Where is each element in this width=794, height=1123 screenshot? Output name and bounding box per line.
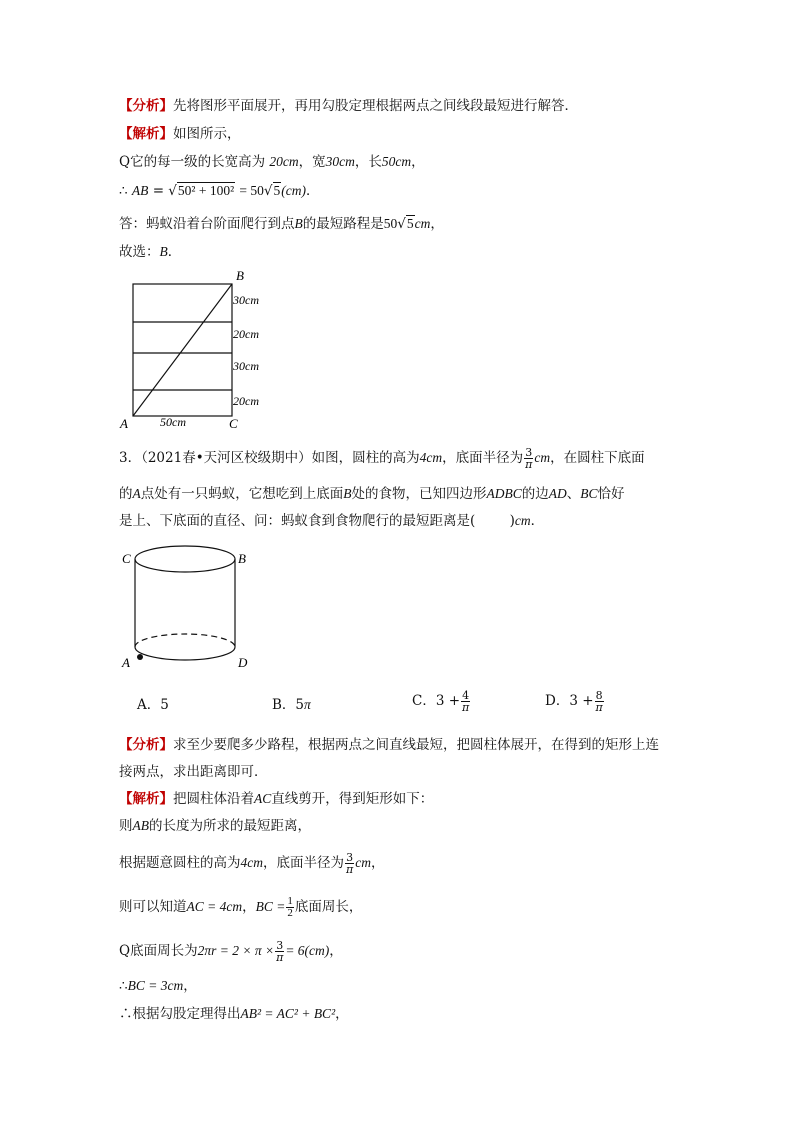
solution-text: 如图所示，: [173, 126, 241, 142]
q3-line-1: [119, 447, 645, 470]
l3-end: 的长度为所求的最短距离，: [149, 818, 311, 834]
answer-radicand: 5: [406, 216, 414, 231]
fraction-numerator: 8: [595, 689, 603, 702]
step-label-1: 30cm: [233, 293, 259, 307]
label-c: C: [122, 551, 131, 566]
option-a-text: A．5: [137, 697, 169, 713]
side-ad: AD: [548, 486, 567, 501]
q3-height: 4cm: [419, 450, 443, 465]
answer-prefix: 答：蚂蚁沿着台阶面爬行到点: [119, 216, 295, 232]
point-b: B: [343, 486, 352, 501]
choice-prefix: 故选：: [119, 244, 160, 260]
label-a: A: [122, 655, 130, 670]
solution2-line-5: [119, 940, 343, 963]
solution-tag: 【解析】: [119, 126, 173, 142]
sqrt-icon: √: [168, 183, 177, 199]
l4-radius-fraction: [345, 852, 354, 875]
ab-formula-line: [119, 182, 320, 200]
line-end: ．: [306, 183, 320, 199]
solution2-line-6: [119, 977, 197, 995]
q3-l2-pre: 的: [119, 486, 133, 502]
q3-line-2: [119, 485, 625, 503]
l5-pre: 则可以知道: [119, 899, 187, 915]
solution-text-end: 直线剪开，得到矩形如下：: [271, 791, 434, 807]
l4-pre: 根据题意圆柱的高为: [119, 855, 241, 871]
l5-end: 底面周长，: [294, 899, 363, 915]
q3-unit: cm: [534, 450, 551, 465]
diagonal-ab: [133, 284, 232, 416]
l8-end: ，: [335, 1006, 349, 1022]
point-a: A: [132, 486, 141, 501]
analysis-text: 先将图形平面展开，再用勾股定理根据两点之间线段最短进行解答．: [173, 98, 578, 114]
q3-line-3: [119, 512, 544, 530]
step-label-3: 30cm: [233, 359, 259, 373]
point-b: B: [294, 216, 303, 231]
dimension-sep-1: ，宽: [298, 154, 326, 170]
label-c: C: [229, 416, 238, 431]
q3-l3-paren: ): [509, 513, 515, 529]
option-a: [137, 696, 169, 714]
solution2-line-7: [119, 1005, 349, 1023]
q3-l3-dot: ．: [530, 513, 545, 529]
q3-mid: ，底面半径为: [442, 450, 524, 466]
q3-line1-end: ，在圆柱下底面: [550, 450, 645, 466]
choice-value: B: [159, 244, 168, 259]
result-unit: (cm): [281, 183, 307, 198]
circumference-expr: 2πr = 2 × π ×: [197, 943, 275, 958]
fraction-numerator: 4: [462, 689, 470, 702]
bc-equation: BC =: [255, 899, 286, 914]
dimension-sep-2: ，长: [354, 154, 382, 170]
bottom-length-label: 50cm: [160, 415, 186, 429]
q3-l2-mid2: 处的食物，已知四边形: [351, 486, 487, 502]
q3-l3-unit: cm: [514, 513, 531, 528]
analysis-tag: 【分析】: [119, 98, 173, 114]
bottom-back-arc: [135, 634, 235, 647]
l3-pre: 则: [119, 818, 133, 834]
option-d: [545, 690, 605, 713]
height-value: 20cm: [269, 154, 299, 169]
analysis2-line-1: [119, 736, 659, 754]
side-bc: BC: [580, 486, 598, 501]
width-value: 30cm: [325, 154, 355, 169]
therefore-symbol: ∴: [119, 183, 128, 199]
q3-l2-mid: 点处有一只蚂蚁，它想吃到上底面: [140, 486, 344, 502]
radicand-1: 50² + 100²: [177, 183, 235, 198]
answer-line: [119, 215, 444, 233]
solution2-line-3: [119, 852, 384, 875]
analysis-line-1: [119, 97, 578, 115]
ab-var: AB: [131, 183, 149, 198]
option-d-fraction: [595, 690, 604, 713]
solution2-line-1: [119, 790, 433, 808]
l4-mid: ，底面半径为: [263, 855, 344, 871]
q3-l2-mid3: 的边: [521, 486, 549, 502]
answer-coef: 50: [383, 216, 398, 231]
answer-mid: 的最短路程是: [302, 216, 384, 232]
q3-l3-pre: 是上、下底面的直径、问：蚂蚁食到食物爬行的最短距离是(: [119, 513, 476, 529]
step-label-4: 20cm: [233, 394, 259, 408]
cylinder-diagram: [116, 540, 266, 675]
dimension-line: [119, 153, 425, 171]
l6-pre: Q底面周长为: [119, 943, 198, 959]
line-end: ．: [167, 244, 182, 260]
analysis-text-2: 接两点，求出距离即可．: [119, 764, 268, 780]
solution2-line-2: [119, 817, 311, 835]
label-d: D: [238, 655, 248, 670]
analysis2-line-2: [119, 763, 268, 781]
fraction-numerator: 3: [525, 446, 533, 459]
fraction-denominator: π: [462, 701, 470, 714]
therefore-symbol: ∴: [119, 978, 128, 994]
option-c: [412, 690, 471, 713]
pythagoras-expr: AB² = AC² + BC²: [240, 1006, 336, 1021]
answer-blank: [475, 513, 509, 529]
radicand-2: 5: [273, 183, 281, 198]
choice-line: [119, 243, 181, 261]
option-c-fraction: [461, 690, 470, 713]
ant-dot: [137, 654, 143, 660]
fraction-numerator: 3: [276, 939, 284, 952]
line-end: ，: [430, 216, 444, 232]
option-b-pi: π: [304, 697, 311, 712]
l4-end: ，: [370, 855, 385, 871]
solution2-line-4: [119, 896, 362, 919]
q3-radius-fraction: [524, 447, 533, 470]
answer-unit: cm: [414, 216, 431, 231]
bottom-front-arc: [135, 647, 235, 660]
step-label-2: 20cm: [233, 327, 259, 341]
l7-end: ，: [183, 978, 197, 994]
option-d-text: D．3 +: [545, 693, 594, 709]
dimension-prefix: Q它的每一级的长宽高为: [119, 154, 266, 170]
fraction-denominator: π: [276, 951, 284, 964]
segment-ab: AB: [132, 818, 149, 833]
label-b: B: [238, 551, 246, 566]
l8-pre: ∴根据勾股定理得出: [119, 1006, 241, 1022]
l6-fraction: [275, 940, 284, 963]
q3-l2-sep: 、: [566, 486, 581, 502]
fraction-denominator: π: [525, 458, 533, 471]
q3-intro: 3．（2021春•天河区校级期中）如图，圆柱的高为: [119, 450, 420, 466]
option-c-text: C．3 +: [412, 693, 461, 709]
solution-tag: 【解析】: [119, 791, 173, 807]
analysis-tag: 【分析】: [119, 737, 173, 753]
fraction-denominator: 2: [287, 907, 293, 919]
l4-unit: cm: [355, 855, 371, 870]
circumference-result: = 6(cm): [285, 943, 330, 958]
equals-sign: =: [152, 183, 164, 199]
result-coef: = 50: [239, 183, 264, 198]
label-b: B: [236, 268, 244, 283]
label-a: A: [120, 416, 128, 431]
sqrt-icon: √: [263, 183, 273, 199]
staircase-diagram: [110, 262, 280, 434]
fraction-numerator: 3: [346, 851, 354, 864]
option-b-text: B．5: [272, 697, 305, 713]
solution-line-1: [119, 125, 241, 143]
length-value: 50cm: [381, 154, 412, 169]
bc-result: BC = 3cm: [127, 978, 184, 993]
fraction-denominator: π: [346, 863, 354, 876]
quad-adbc: ADBC: [486, 486, 522, 501]
sqrt-icon: √: [397, 216, 406, 232]
l5-mid: ，: [242, 899, 256, 915]
line-ac: AC: [254, 791, 272, 806]
q3-l2-end: 恰好: [597, 486, 625, 502]
fraction-numerator: 1: [287, 895, 293, 907]
option-b: [272, 696, 311, 714]
l4-height: 4cm: [240, 855, 263, 870]
half-fraction: [286, 896, 294, 919]
analysis-text: 求至少要爬多少路程，根据两点之间直线最短，把圆柱体展开，在得到的矩形上连: [173, 737, 659, 753]
solution-text: 把圆柱体沿着: [173, 791, 254, 807]
dimension-end: ，: [411, 154, 425, 170]
top-ellipse: [135, 546, 235, 572]
ac-equation: AC = 4cm: [186, 899, 243, 914]
fraction-denominator: π: [595, 701, 603, 714]
l6-end: ，: [329, 943, 343, 959]
